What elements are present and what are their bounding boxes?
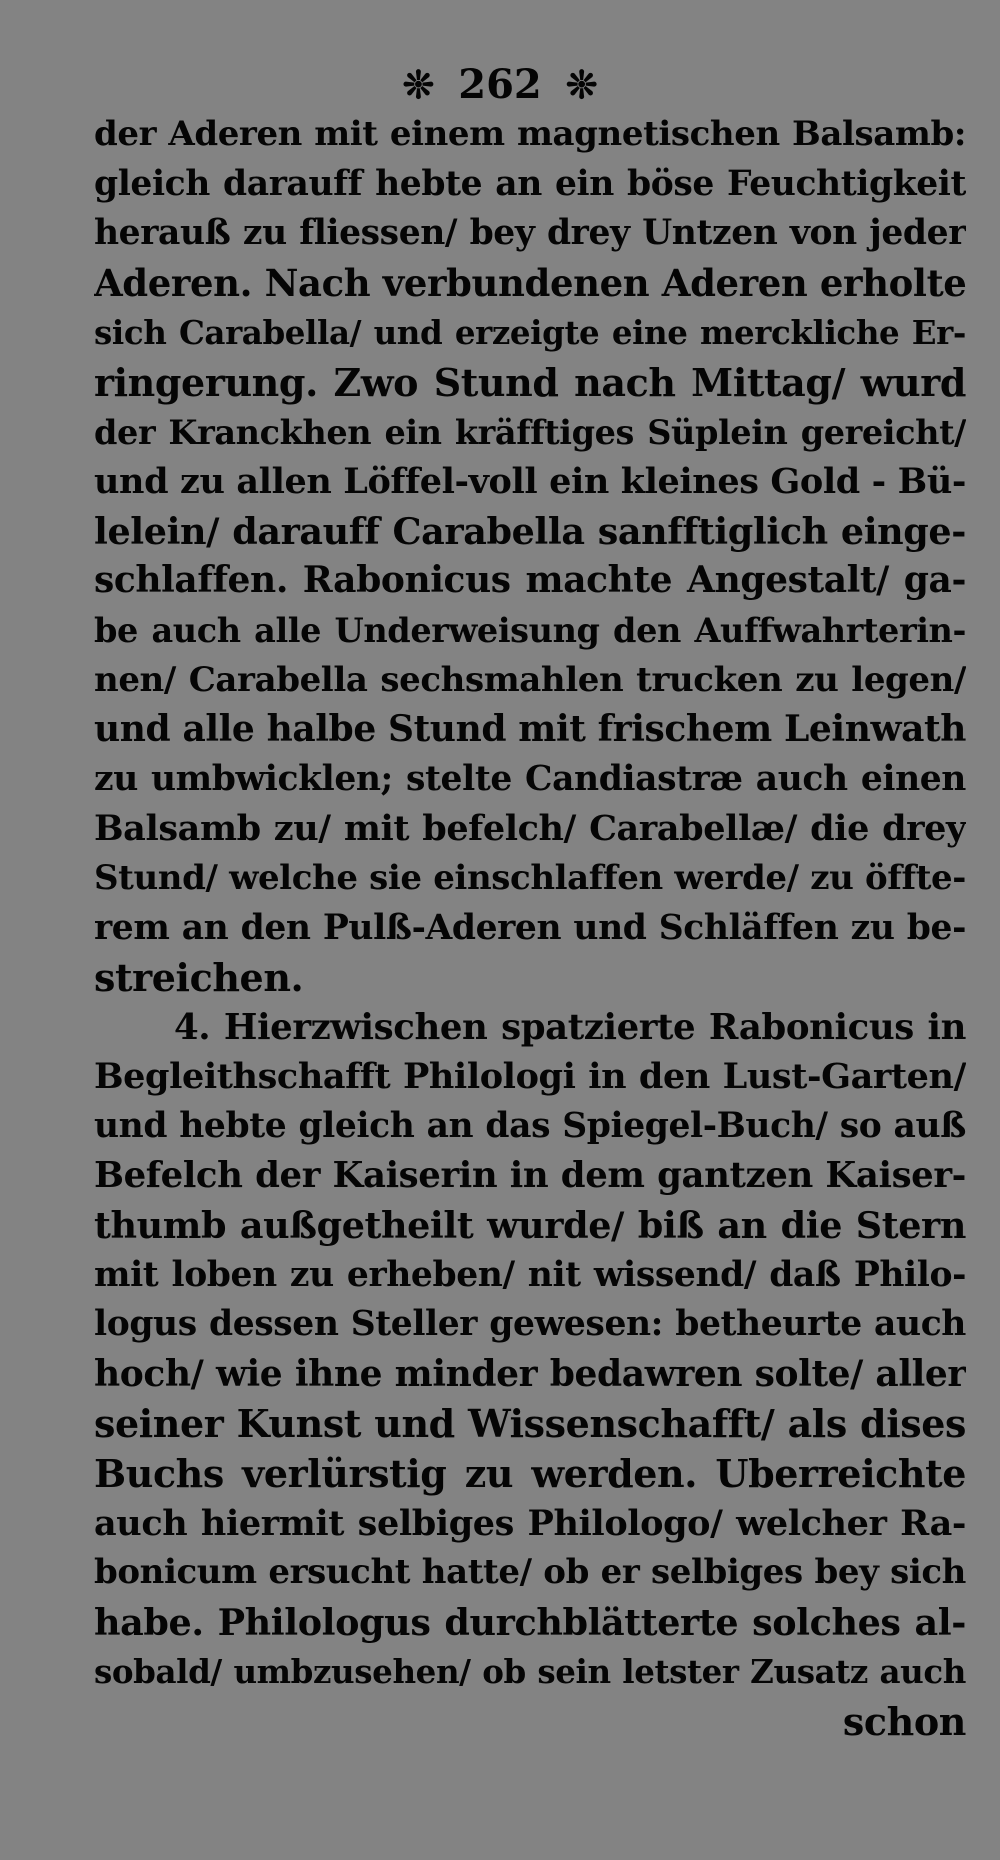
text-line: Begleithschafft Philologi in den Lust-Garten/ [94, 1056, 966, 1098]
text-line: nen/ Carabella sechsmahlen trucken zu legen/ [94, 659, 966, 700]
text-line: zu umbwicklen; stelte Candiastræ auch einen [94, 758, 966, 799]
text-line: logus dessen Steller gewesen: betheurte auch [94, 1304, 966, 1345]
text-line: Aderen. Nach verbundenen Aderen erholte [94, 260, 966, 305]
text-line: mit loben zu erheben/ nit wissend/ daß Philo- [94, 1254, 966, 1295]
text-line: auch hiermit selbiges Philologo/ welcher Ra- [94, 1502, 966, 1544]
text-line: Buchs verlürstig zu werden. Uberreichte [94, 1451, 966, 1497]
text-line: Balsamb zu/ mit befelch/ Carabellæ/ die drey [94, 808, 966, 850]
text-line: der Kranckhen ein kräfftiges Süplein gereicht/ [94, 412, 966, 452]
text-line: Befelch der Kaiserin in dem gantzen Kaiser- [94, 1155, 966, 1197]
text-line: schlaffen. Rabonicus machte Angestalt/ ga- [94, 559, 966, 602]
page-header [0, 52, 1000, 115]
text-line: lelein/ darauff Carabella sanfftiglich einge- [94, 509, 966, 553]
text-line: seiner Kunst und Wissenschafft/ als dises [94, 1401, 966, 1447]
text-line: bonicum ersucht hatte/ ob er selbiges bey sich [94, 1552, 966, 1593]
text-line: ringerung. Zwo Stund nach Mittag/ wurd [94, 359, 966, 405]
paragraph-start-line: 4. Hierzwischen spatzierte Rabonicus in [174, 1006, 966, 1048]
ornament-right-icon: ❊ [565, 62, 598, 107]
text-line: streichen. [94, 955, 304, 1001]
catchword: schon [842, 1699, 966, 1744]
text-line: gleich darauff hebte an ein böse Feuchtigkeit [94, 163, 966, 204]
body-text [94, 110, 966, 1747]
text-line: sobald/ umbzusehen/ ob sein letster Zusatz auch [94, 1652, 966, 1692]
text-line: und zu allen Löffel-voll ein kleines Gold - Bü- [94, 461, 966, 503]
text-line: der Aderen mit einem magnetischen Balsamb: [94, 114, 966, 154]
text-line: habe. Philologus durchblätterte solches al- [94, 1600, 966, 1644]
text-line: und alle halbe Stund mit frischem Leinwath [94, 708, 966, 751]
ornament-left-icon: ❊ [402, 62, 435, 107]
text-line: be auch alle Underweisung den Auffwahrterin- [94, 610, 966, 650]
text-line: sich Carabella/ und erzeigte eine merckliche Er- [94, 313, 966, 353]
text-line: hoch/ wie ihne minder bedawren solte/ aller [94, 1352, 966, 1395]
page-number: 262 [458, 61, 542, 108]
text-line: thumb außgetheilt wurde/ biß an die Stern [94, 1204, 966, 1248]
text-line: herauß zu fliessen/ bey drey Untzen von jeder [94, 213, 966, 254]
text-line: Stund/ welche sie einschlaffen werde/ zu öffte- [94, 857, 966, 898]
text-line: und hebte gleich an das Spiegel-Buch/ so auß [94, 1105, 966, 1146]
text-line: rem an den Pulß-Aderen und Schläffen zu be- [94, 907, 966, 948]
